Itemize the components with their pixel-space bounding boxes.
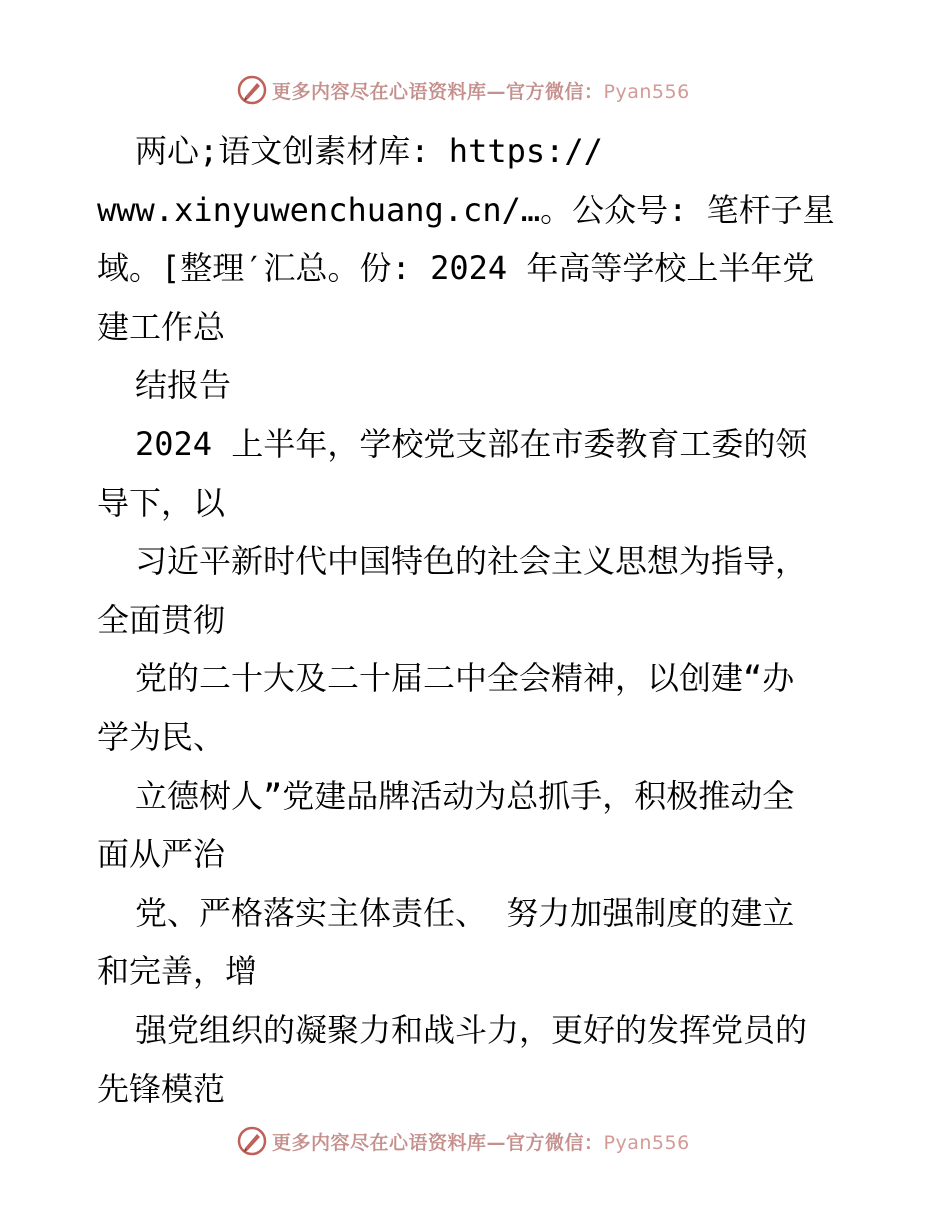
text-line: 域。[整理′汇总。份: 2024 年高等学校上半年党 (97, 249, 815, 288)
document-body (97, 122, 857, 1118)
footer-watermark (236, 1124, 756, 1158)
text-line: 立德树人”党建品牌活动为总抓手，积极推动全 (135, 776, 795, 815)
text-line: 全面贯彻 (97, 600, 226, 639)
text-line: 导下，以 (97, 483, 226, 522)
text-line: 习近平新时代中国特色的社会主义思想为指导， (135, 542, 808, 581)
text-line: 两心;语文创素材库: https:// (135, 132, 603, 170)
text-line: 先锋模范 (97, 1069, 226, 1108)
text-line: 强党组织的凝聚力和战斗力，更好的发挥党员的 (135, 1010, 808, 1049)
watermark-wechat-id: Pyan556 (603, 1131, 690, 1154)
watermark-wechat-id: Pyan556 (603, 80, 690, 103)
pen-in-circle-icon (236, 74, 268, 106)
text-line: 面从严治 (97, 835, 226, 874)
text-line: www.xinyuwenchuang.cn/…。公众号: 笔杆子星 (97, 190, 835, 229)
text-line: 党、严格落实主体责任、 努力加强制度的建立 (135, 893, 795, 932)
watermark-text: 更多内容尽在心语资料库—官方微信：Pyan556 (272, 1131, 690, 1154)
text-line: 2024 上半年，学校党支部在市委教育工委的领 (135, 424, 808, 463)
text-line: 和完善，增 (97, 952, 258, 991)
watermark-text: 更多内容尽在心语资料库—官方微信：Pyan556 (272, 80, 690, 103)
text-line: 建工作总 (97, 307, 226, 346)
text-line: 学为民、 (97, 717, 226, 756)
pen-in-circle-icon (236, 1125, 268, 1157)
header-watermark (236, 73, 756, 107)
text-line: 党的二十大及二十届二中全会精神，以创建“办 (135, 659, 795, 698)
text-line: 结报告 (135, 366, 232, 405)
